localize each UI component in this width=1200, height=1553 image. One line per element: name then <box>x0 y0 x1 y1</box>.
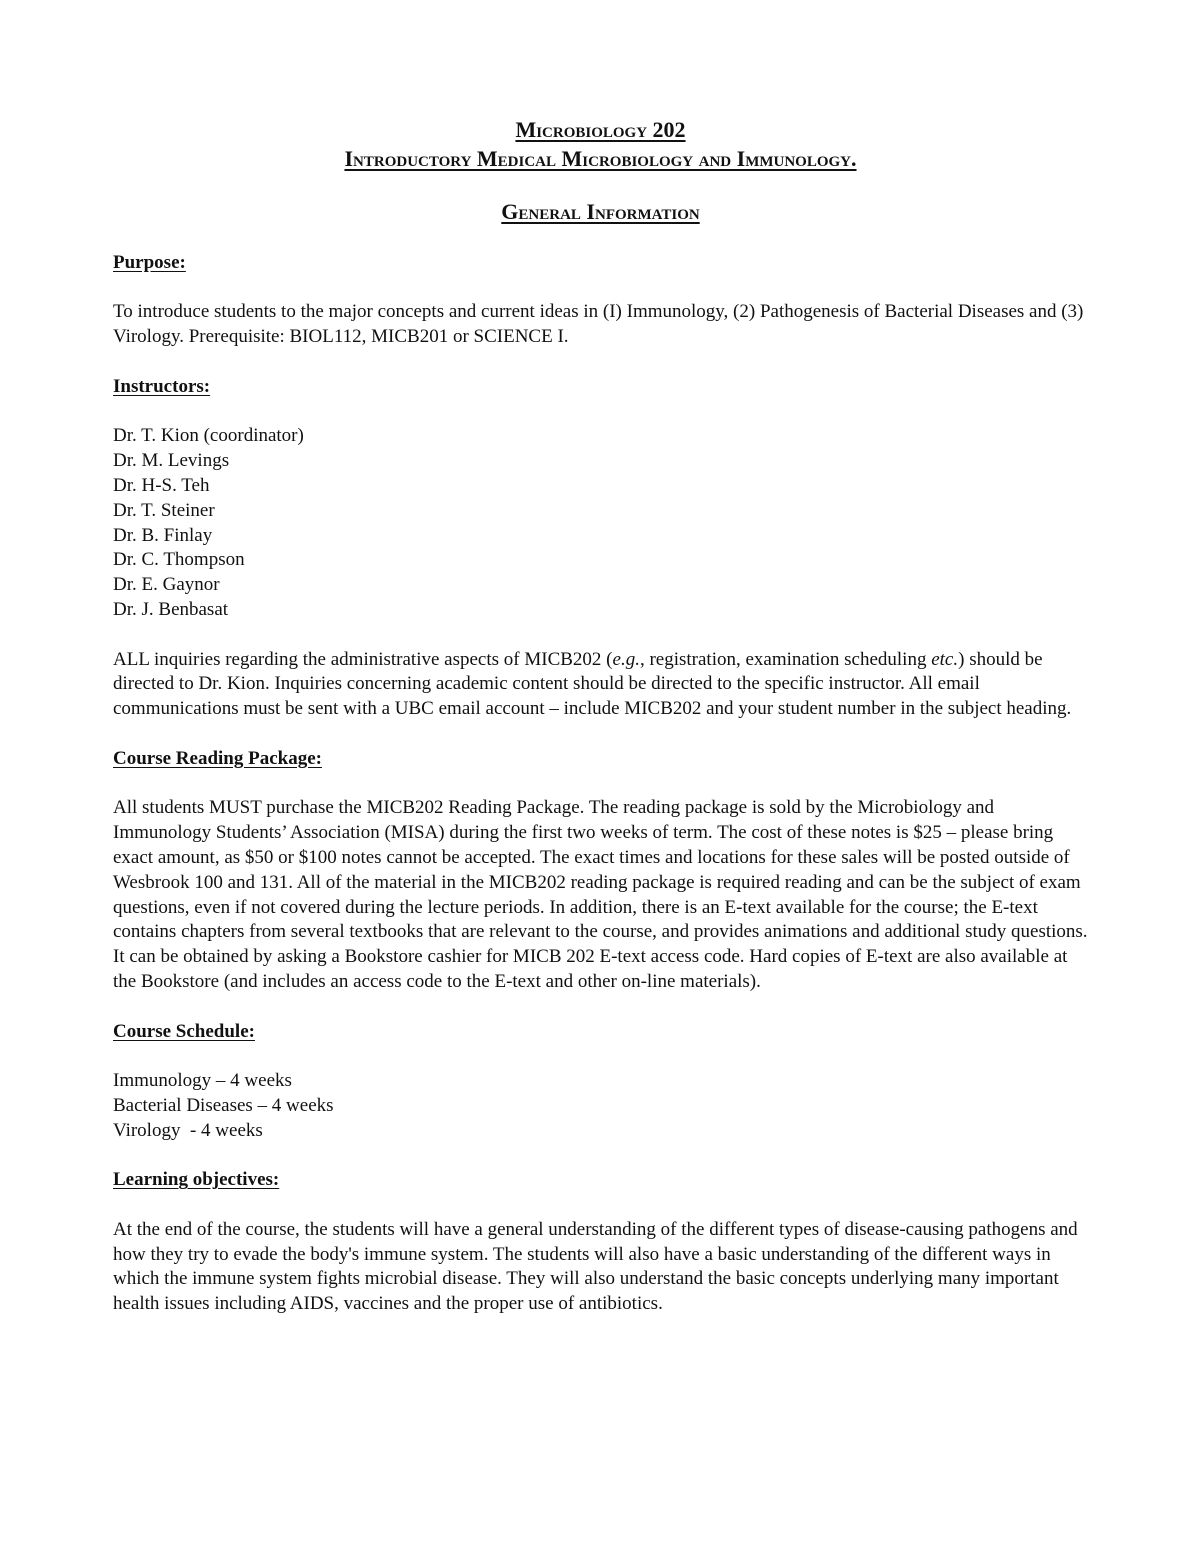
title-spacer <box>113 173 1088 197</box>
purpose-text: To introduce students to the major concepts and current ideas in (I) Immunology, (2) Pathogenesis of Bacterial Diseases and (3) Virology. Prerequisite: BIOL112, MICB201 or SCIENCE I. <box>113 301 1084 348</box>
schedule-list <box>113 1069 1088 1143</box>
reading-package-heading: Course Reading Package: <box>113 747 322 769</box>
spacer <box>113 276 1088 301</box>
spacer <box>113 995 1088 1020</box>
instructor-item: Dr. T. Kion (coordinator) <box>113 425 304 447</box>
inquiries-part-2: , registration, examination scheduling <box>639 648 932 670</box>
instructor-item: Dr. C. Thompson <box>113 549 245 571</box>
course-subtitle: Introductory Medical Microbiology and Immunology. <box>344 146 857 171</box>
spacer <box>113 1044 1088 1069</box>
instructor-item: Dr. H-S. Teh <box>113 474 210 496</box>
spacer <box>113 400 1088 425</box>
spacer <box>113 722 1088 747</box>
instructor-item: Dr. B. Finlay <box>113 524 213 546</box>
inquiries-eg: e.g. <box>612 648 640 670</box>
schedule-item: Virology - 4 weeks <box>113 1119 263 1141</box>
purpose-heading: Purpose: <box>113 251 186 273</box>
schedule-item: Bacterial Diseases – 4 weeks <box>113 1094 334 1116</box>
title-block <box>113 115 1088 226</box>
schedule-item: Immunology – 4 weeks <box>113 1070 292 1092</box>
spacer <box>113 1143 1088 1168</box>
inquiries-part-1: ALL inquiries regarding the administrative aspects of MICB202 ( <box>113 648 613 670</box>
schedule-section <box>113 1020 1088 1144</box>
objectives-section <box>113 1168 1088 1317</box>
inquiries-part-3: ) should be directed to Dr. Kion. Inquiries concerning academic content should be directed to the specific instructor. All email communications must be sent with a UBC email account – include MICB202 and your student number in the subject heading. <box>113 648 1072 720</box>
spacer <box>113 350 1088 375</box>
instructor-item: Dr. J. Benbasat <box>113 598 229 620</box>
schedule-heading: Course Schedule: <box>113 1020 255 1042</box>
reading-package-section <box>113 747 1088 995</box>
instructor-item: Dr. E. Gaynor <box>113 574 220 596</box>
spacer <box>113 226 1088 251</box>
reading-package-text: All students MUST purchase the MICB202 Reading Package. The reading package is sold by the Microbiology and Immunology Students’ Association (MISA) during the first two weeks of term. The cost of these notes is $25 – please bring exact amount, as $50 or $100 notes cannot be accepted. The exact times and locations for these sales will be posted outside of Wesbrook 100 and 131. All of the material in the MICB202 reading package is required reading and can be the subject of exam questions, even if not covered during the lecture periods. In addition, there is an E-text available for the course; the E-text contains chapters from several textbooks that are relevant to the course, and provides animations and additional study questions. It can be obtained by asking a Bookstore cashier for MICB 202 E-text access code. Hard copies of E-text are also available at the Bookstore (and includes an access code to the E-text and other on-line materials). <box>113 797 1088 992</box>
instructor-item: Dr. T. Steiner <box>113 499 215 521</box>
objectives-heading: Learning objectives: <box>113 1169 280 1191</box>
course-title: Microbiology 202 <box>515 117 686 142</box>
instructors-section <box>113 375 1088 722</box>
objectives-text: At the end of the course, the students will have a general understanding of the different types of disease-causing pathogens and how they try to evade the body's immune system. The students will also have a basic understanding of the different ways in which the immune system fights microbial disease. They will also understand the basic concepts underlying many important health issues including AIDS, vaccines and the proper use of antibiotics. <box>113 1218 1078 1315</box>
inquiries-text <box>113 648 1088 722</box>
instructor-list <box>113 424 1088 622</box>
spacer <box>113 772 1088 797</box>
instructors-heading: Instructors: <box>113 375 211 397</box>
inquiries-etc: etc. <box>931 648 959 670</box>
purpose-section <box>113 251 1088 350</box>
spacer <box>113 623 1088 648</box>
instructor-item: Dr. M. Levings <box>113 450 230 472</box>
spacer <box>113 1193 1088 1218</box>
document-title: General Information <box>501 199 700 224</box>
